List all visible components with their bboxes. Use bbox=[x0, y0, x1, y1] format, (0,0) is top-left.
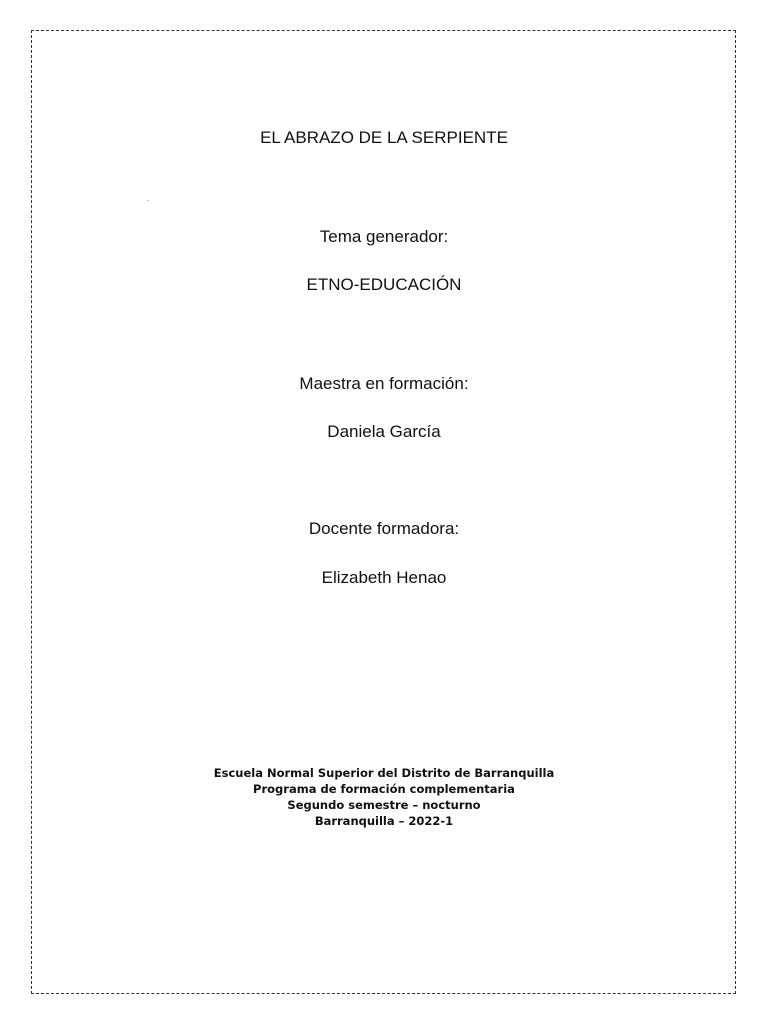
footer-semester: Segundo semestre – nocturno bbox=[287, 798, 481, 812]
maestra-name: Daniela García bbox=[327, 422, 441, 441]
tema-generador-label: Tema generador: bbox=[319, 227, 449, 246]
docente-name: Elizabeth Henao bbox=[321, 568, 447, 587]
docente-label: Docente formadora: bbox=[308, 519, 460, 538]
stray-mark: . bbox=[147, 194, 150, 203]
tema-generador-value: ETNO-EDUCACIÓN bbox=[306, 275, 462, 294]
institution-footer bbox=[0, 765, 768, 829]
footer-city-date: Barranquilla – 2022-1 bbox=[314, 814, 454, 828]
page-border-frame bbox=[31, 30, 736, 994]
maestra-label: Maestra en formación: bbox=[299, 374, 469, 393]
document-title: EL ABRAZO DE LA SERPIENTE bbox=[260, 128, 508, 147]
footer-school-name: Escuela Normal Superior del Distrito de Barranquilla bbox=[213, 766, 555, 780]
footer-program: Programa de formación complementaria bbox=[253, 782, 515, 796]
